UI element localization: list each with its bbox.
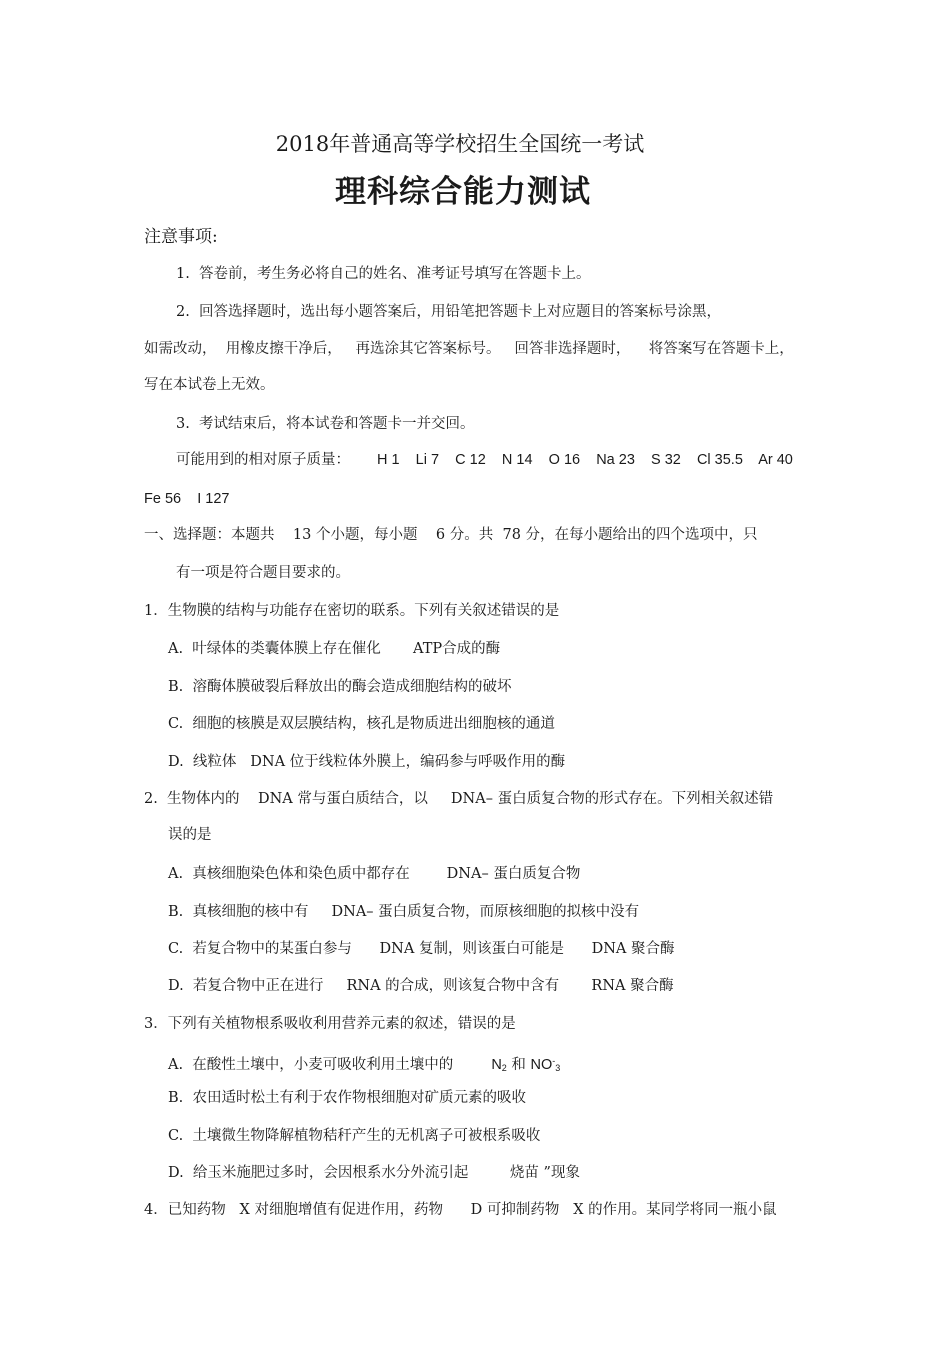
question-1-option-c: C. 细胞的核膜是双层膜结构，核孔是物质进出细胞核的通道: [168, 716, 555, 732]
section-heading: 一、选择题：本题共 13 个小题，每小题 6 分。共 78 分，在每小题给出的四个选项中，只: [144, 527, 758, 543]
nitrate-charge: -: [552, 1056, 556, 1066]
question-2-option-a: A. 真核细胞染色体和染色质中都存在 DNA– 蛋白质复合物: [168, 866, 581, 882]
question-2-stem-cont: 误的是: [168, 827, 212, 843]
question-3-option-a: [168, 1052, 560, 1077]
question-1-option-b: B. 溶酶体膜破裂后释放出的酶会造成细胞结构的破坏: [168, 679, 512, 695]
notice-item-1: 1. 答卷前，考生务必将自己的姓名、准考证号填写在答题卡上。: [176, 266, 591, 282]
question-1-stem: 1．生物膜的结构与功能存在密切的联系。下列有关叙述错误的是: [144, 603, 560, 619]
question-3-option-d: D. 给玉米施肥过多时，会因根系水分外流引起 烧苗 ”现象: [168, 1165, 580, 1181]
question-2-option-b: B. 真核细胞的核中有 DNA– 蛋白质复合物，而原核细胞的拟核中没有: [168, 904, 640, 920]
question-3-stem: 3．下列有关植物根系吸收利用营养元素的叙述，错误的是: [144, 1016, 516, 1032]
nitrogen-formula: N: [491, 1057, 502, 1073]
section-heading-cont: 有一项是符合题目要求的。: [176, 565, 350, 581]
atomic-mass-intro: 可能用到的相对原子质量：: [176, 452, 350, 468]
notice-item-2-cont2: 写在本试卷上无效。: [144, 377, 275, 393]
nitrate-subscript: 3: [555, 1063, 561, 1073]
question-3-option-b: B. 农田适时松土有利于农作物根细胞对矿质元素的吸收: [168, 1090, 526, 1106]
atomic-mass-values: H 1 Li 7 C 12 N 14 O 16 Na 23 S 32 Cl 35.5 Ar 40: [377, 452, 793, 468]
atomic-mass-values-cont: Fe 56 I 127: [144, 491, 230, 507]
nitrogen-subscript: 2: [501, 1063, 507, 1073]
exam-title: 2018年普通高等学校招生全国统一考试: [275, 132, 645, 156]
question-1-option-a: A. 叶绿体的类囊体膜上存在催化 ATP合成的酶: [168, 641, 501, 657]
nitrate-formula: NO: [530, 1057, 553, 1073]
question-4-stem: 4．已知药物 X 对细胞增值有促进作用，药物 D 可抑制药物 X 的作用。某同学将同一瓶小鼠: [144, 1202, 777, 1218]
notice-heading: 注意事项:: [144, 227, 218, 247]
question-2-option-d: D. 若复合物中正在进行 RNA 的合成，则该复合物中含有 RNA 聚合酶: [168, 978, 674, 994]
notice-item-2-cont: 如需改动， 用橡皮擦干净后， 再选涂其它答案标号。 回答非选择题时， 将答案写在答题卡上，: [144, 341, 794, 357]
question-2-option-c: C. 若复合物中的某蛋白参与 DNA 复制，则该蛋白可能是 DNA 聚合酶: [168, 941, 675, 957]
question-3-option-a-text: A. 在酸性土壤中，小麦可吸收利用土壤中的: [168, 1057, 454, 1073]
question-2-stem: 2. 生物体内的 DNA 常与蛋白质结合，以 DNA– 蛋白质复合物的形式存在。下列相关叙述错: [144, 791, 774, 807]
exam-subtitle: 理科综合能力测试: [335, 174, 591, 210]
question-1-option-d: D. 线粒体 DNA 位于线粒体外膜上，编码参与呼吸作用的酶: [168, 754, 566, 770]
notice-item-3: 3. 考试结束后，将本试卷和答题卡一并交回。: [176, 416, 475, 432]
notice-item-2: 2. 回答选择题时，选出每小题答案后，用铅笔把答题卡上对应题目的答案标号涂黑，: [176, 304, 722, 320]
question-3-option-c: C. 土壤微生物降解植物秸秆产生的无机离子可被根系吸收: [168, 1128, 541, 1144]
and-connector: 和: [506, 1057, 531, 1073]
